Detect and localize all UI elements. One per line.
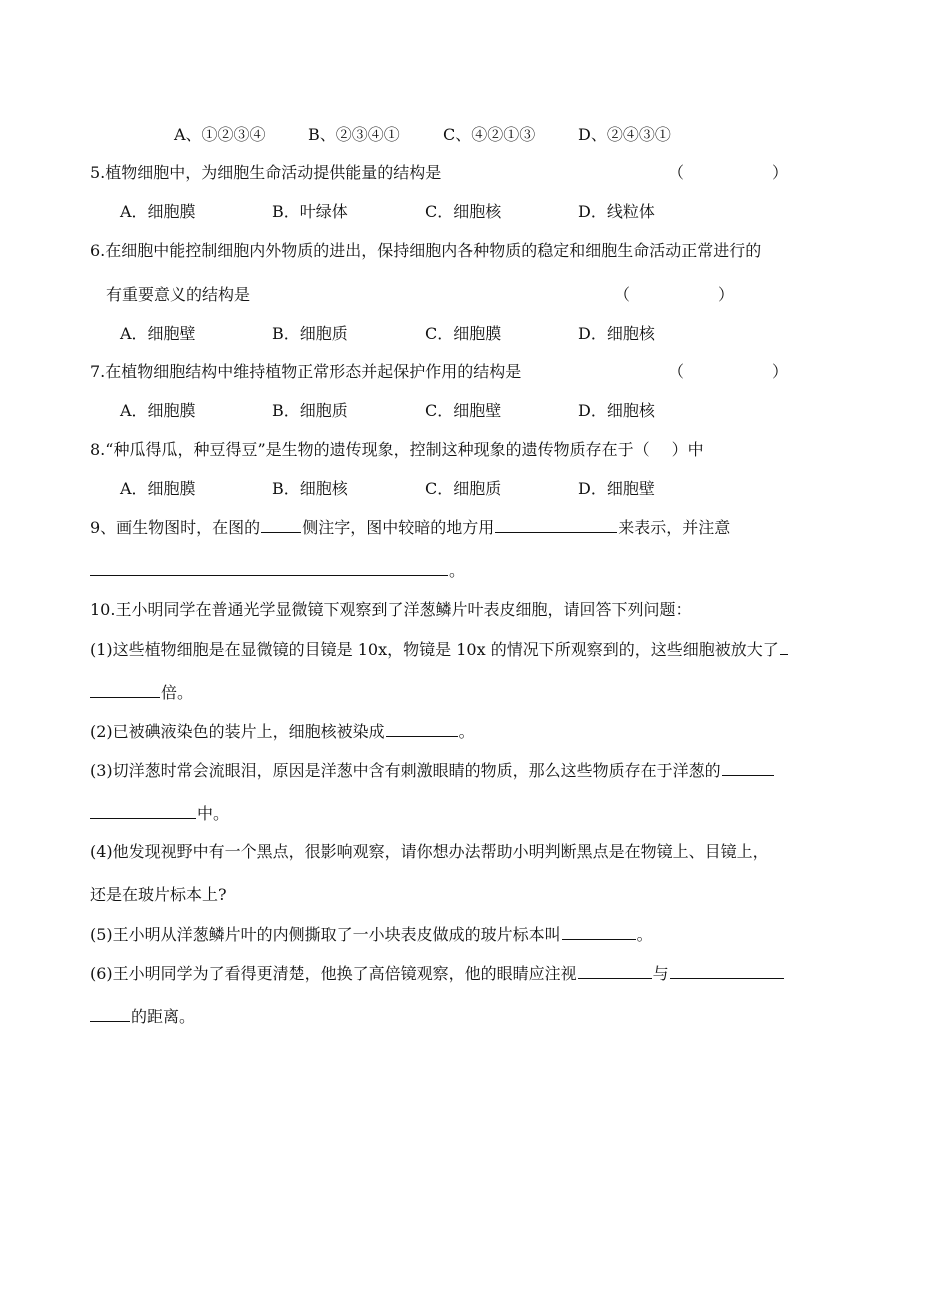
- q4-option-a: A、①②③④: [174, 125, 266, 144]
- q10-sub5: [90, 923, 653, 945]
- q4-option-d: D、②④③①: [578, 125, 671, 144]
- q4-option-b: B、②③④①: [308, 125, 400, 144]
- q10-sub3-line2: [90, 802, 229, 824]
- q9-blank-shading[interactable]: [495, 516, 617, 533]
- q5-paren-close: ）: [772, 163, 789, 182]
- q5-paren-open: （: [668, 163, 685, 182]
- q10-s6-b: 与: [652, 964, 669, 983]
- q9-end: 。: [449, 561, 466, 580]
- q10-s2-a: (2)已被碘液染色的装片上，细胞核被染成: [90, 722, 385, 741]
- q9-blank-note[interactable]: [90, 559, 448, 576]
- q10-s5-a: (5)王小明从洋葱鳞片叶的内侧撕取了一小块表皮做成的玻片标本叫: [90, 925, 561, 944]
- q5-option-d: D．线粒体: [578, 202, 655, 221]
- q10-s1-blank-start[interactable]: [780, 638, 788, 655]
- q6-stem-line1: 6.在细胞中能控制细胞内外物质的进出，保持细胞内各种物质的稳定和细胞生命活动正常进行的: [90, 241, 762, 260]
- q10-sub6-line2: [90, 1005, 195, 1027]
- q8-stem: [90, 439, 704, 461]
- q8-option-d: D．细胞壁: [578, 479, 655, 498]
- q10-s6-blank-2-end[interactable]: [90, 1005, 130, 1022]
- q10-s3-a: (3)切洋葱时常会流眼泪，原因是洋葱中含有刺激眼睛的物质，那么这些物质存在于洋葱的: [90, 761, 721, 780]
- q6-stem-line2: 有重要意义的结构是: [106, 285, 251, 304]
- q8-option-a: A．细胞膜: [120, 479, 196, 498]
- q7-stem: 7.在植物细胞结构中维持植物正常形态并起保护作用的结构是: [90, 362, 522, 381]
- q6-option-d: D．细胞核: [578, 324, 655, 343]
- q5-option-c: C．细胞核: [425, 202, 502, 221]
- q10-sub4-line2: 还是在玻片标本上?: [90, 885, 227, 904]
- q10-sub3-line1: [90, 759, 775, 781]
- q10-sub1-line2: [90, 681, 193, 703]
- q10-s3-blank-end[interactable]: [90, 802, 196, 819]
- q10-s1-a: (1)这些植物细胞是在显微镜的目镜是 10x，物镜是 10x 的情况下所观察到的，这些细胞被放大了: [90, 640, 779, 659]
- q10-s2-blank[interactable]: [386, 720, 458, 737]
- q10-s1-b: 倍。: [161, 683, 194, 702]
- q7-option-c: C．细胞壁: [425, 401, 502, 420]
- q6-paren-close: ）: [718, 285, 735, 304]
- q8-stem-a: 8.“种瓜得瓜，种豆得豆”是生物的遗传现象，控制这种现象的遗传物质存在于（: [90, 440, 650, 459]
- q10-s1-blank-end[interactable]: [90, 681, 160, 698]
- q5-option-b: B．叶绿体: [272, 202, 348, 221]
- q7-option-b: B．细胞质: [272, 401, 348, 420]
- q10-s3-blank-start[interactable]: [722, 759, 774, 776]
- q8-option-c: C．细胞质: [425, 479, 502, 498]
- q10-sub2: [90, 720, 475, 742]
- q10-sub6-line1: [90, 962, 785, 984]
- q10-sub1-line1: [90, 638, 789, 660]
- q5-stem: 5.植物细胞中，为细胞生命活动提供能量的结构是: [90, 163, 442, 182]
- q7-paren-open: （: [668, 362, 685, 381]
- q7-option-d: D．细胞核: [578, 401, 655, 420]
- q9-part-c: 来表示，并注意: [618, 518, 731, 537]
- q6-option-c: C．细胞膜: [425, 324, 502, 343]
- q9-stem: [90, 516, 730, 538]
- q9-line2: [90, 559, 465, 581]
- q10-s6-a: (6)王小明同学为了看得更清楚，他换了高倍镜观察，他的眼睛应注视: [90, 964, 577, 983]
- q4-option-c: C、④②①③: [443, 125, 536, 144]
- q9-blank-side[interactable]: [261, 516, 301, 533]
- q6-option-a: A．细胞壁: [120, 324, 196, 343]
- q8-stem-b: ）中: [671, 440, 704, 459]
- q6-option-b: B．细胞质: [272, 324, 348, 343]
- q10-s5-blank[interactable]: [562, 923, 636, 940]
- q10-s3-b: 中。: [197, 804, 230, 823]
- q7-option-a: A．细胞膜: [120, 401, 196, 420]
- q10-s2-b: 。: [458, 722, 475, 741]
- q8-option-b: B．细胞核: [272, 479, 348, 498]
- q10-sub4-line1: (4)他发现视野中有一个黑点，很影响观察，请你想办法帮助小明判断黑点是在物镜上、目镜上，: [90, 842, 769, 861]
- q9-part-b: 侧注字，图中较暗的地方用: [302, 518, 495, 537]
- q5-option-a: A．细胞膜: [120, 202, 196, 221]
- q9-part-a: 9、画生物图时，在图的: [90, 518, 261, 537]
- q10-s6-blank-1[interactable]: [578, 962, 652, 979]
- q10-s5-b: 。: [636, 925, 653, 944]
- q6-paren-open: （: [614, 285, 631, 304]
- q10-s6-c: 的距离。: [131, 1007, 196, 1026]
- q10-s6-blank-2-start[interactable]: [670, 962, 784, 979]
- q10-stem: 10.王小明同学在普通光学显微镜下观察到了洋葱鳞片叶表皮细胞，请回答下列问题：: [90, 600, 692, 619]
- q7-paren-close: ）: [772, 362, 789, 381]
